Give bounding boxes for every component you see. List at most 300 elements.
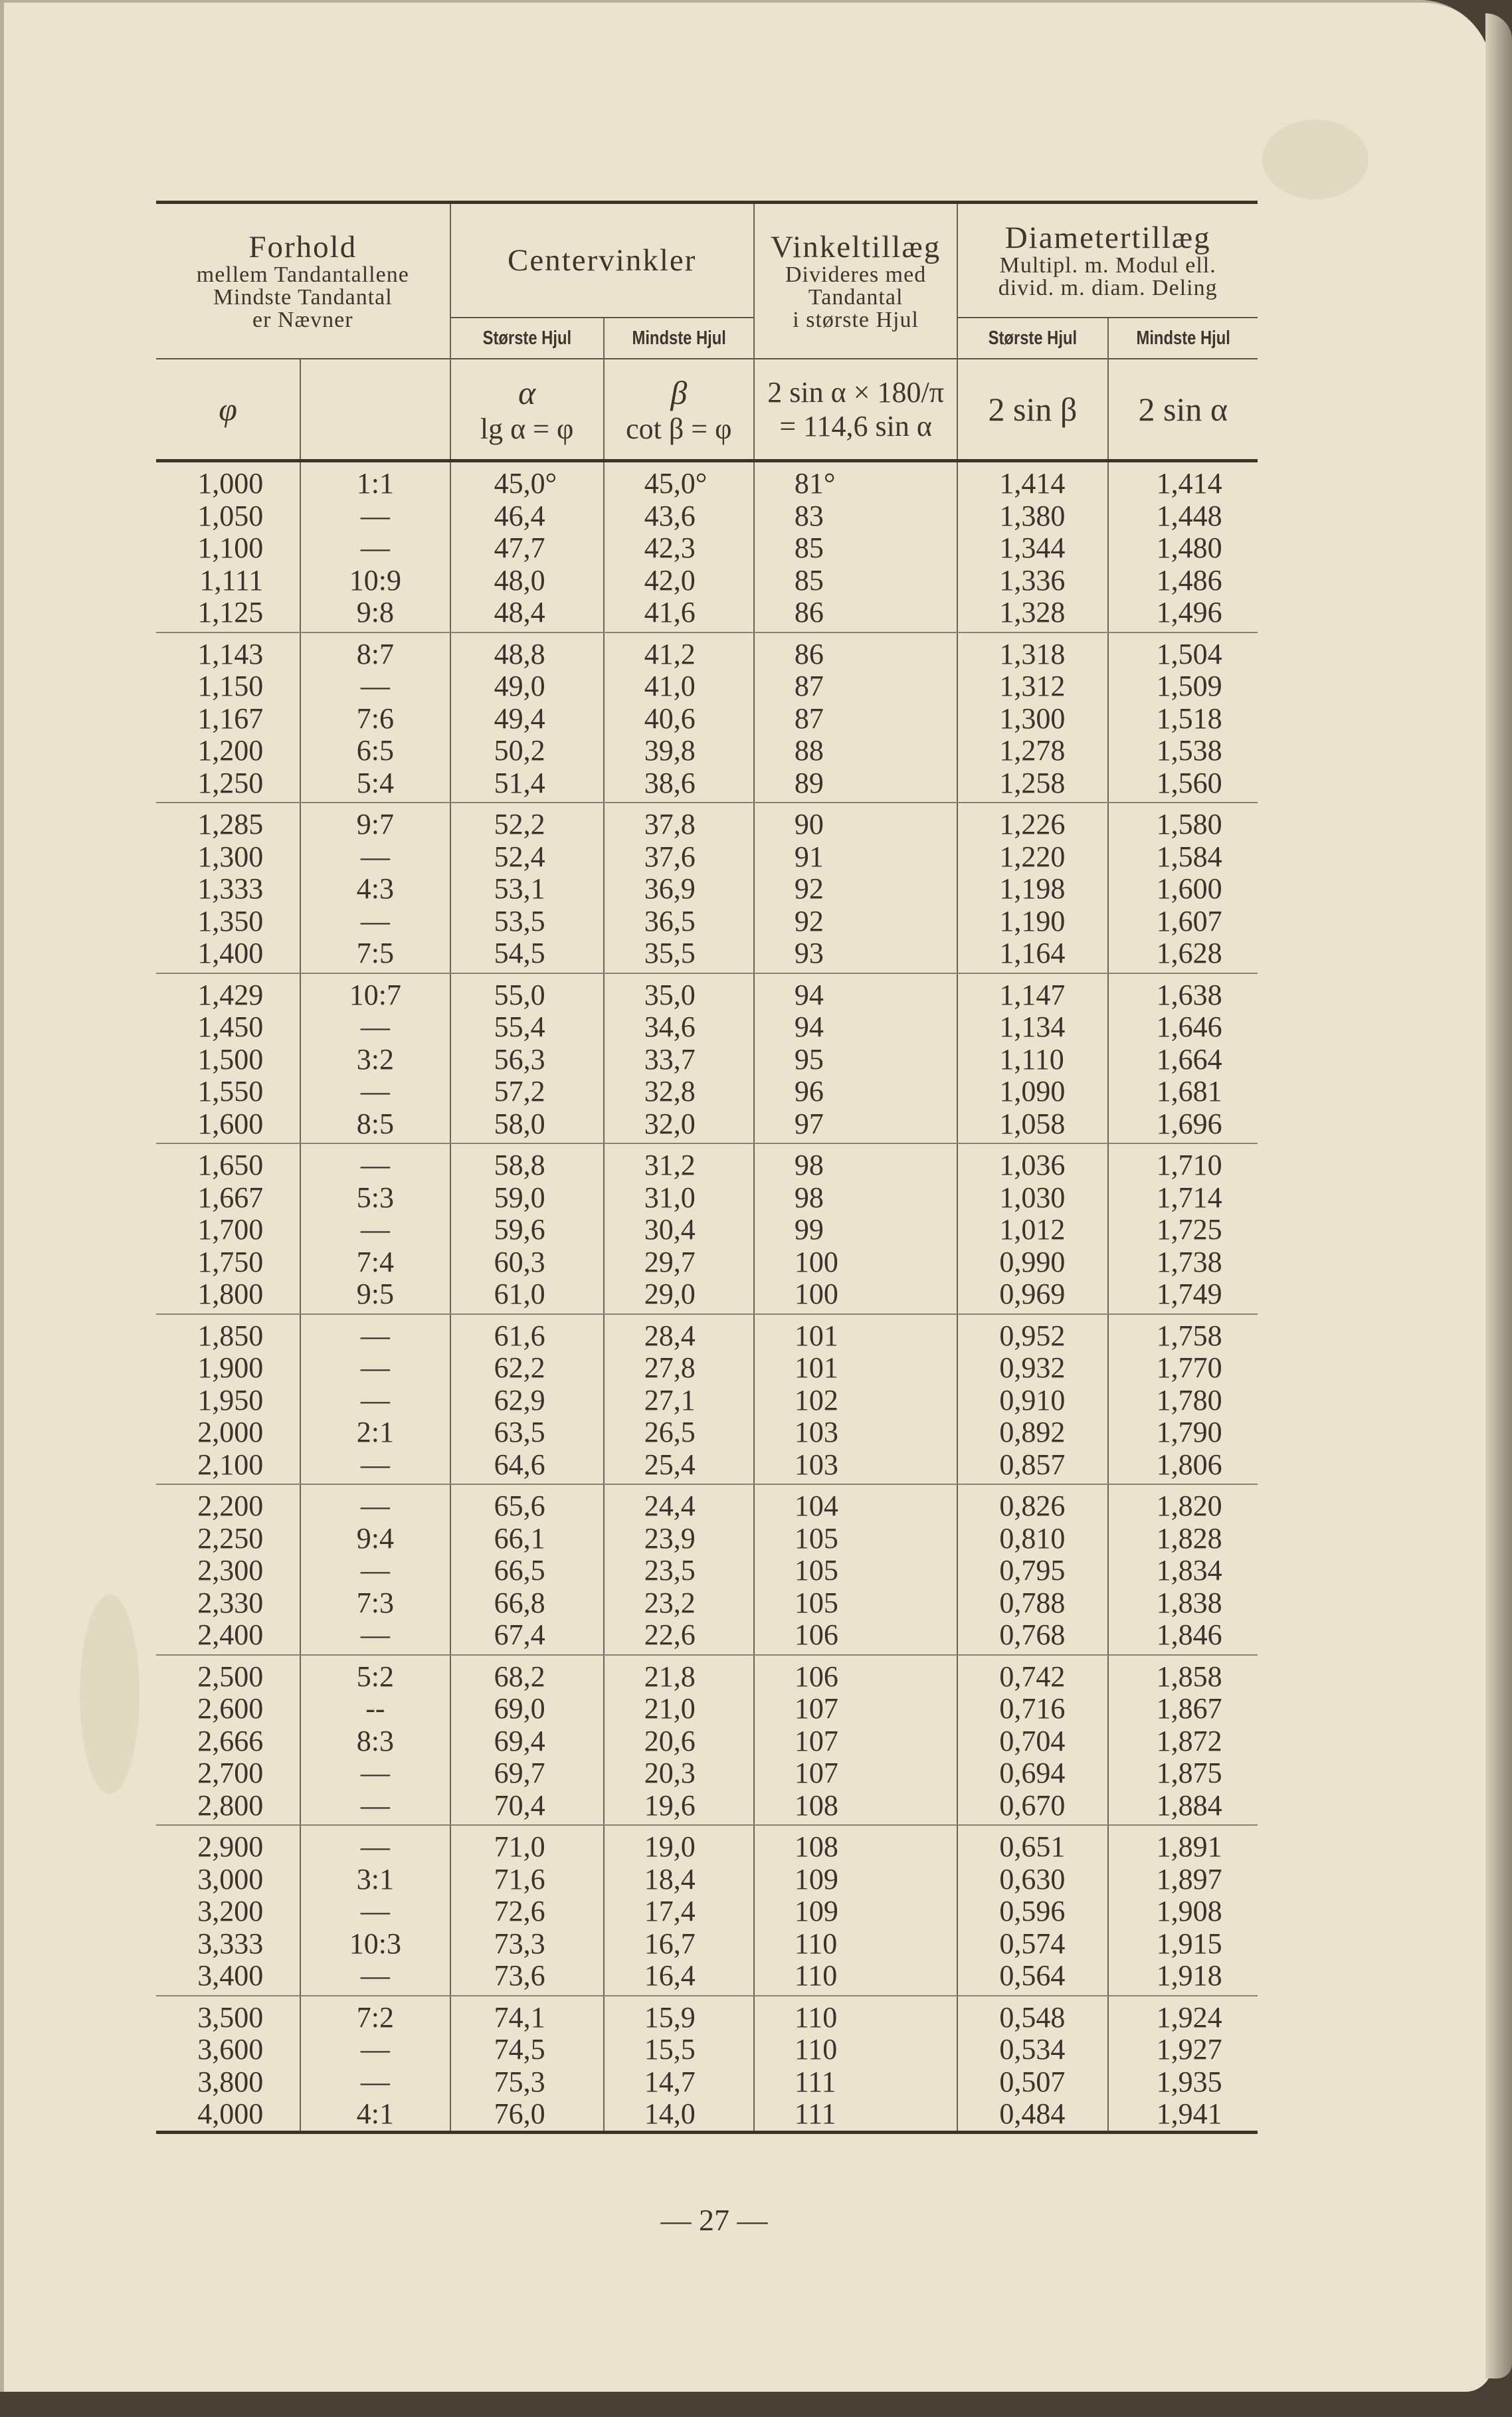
diam-stoerste-cell: 0,670 <box>957 1790 1107 1826</box>
table-row <box>156 973 1258 1012</box>
phi-cell: 1,850 <box>197 1319 264 1352</box>
phi-cell: 1,000 <box>197 467 264 500</box>
diam-mindste-cell: 1,509 <box>1108 670 1258 703</box>
alpha-cell: 47,7 <box>450 532 604 565</box>
diam-stoerste-cell: 1,198 <box>957 873 1107 906</box>
ratio-cell: — <box>300 906 450 938</box>
diam-mindste-cell: 1,580 <box>1108 803 1258 841</box>
phi-cell: 1,650 <box>197 1149 264 1181</box>
beta-cell: 19,0 <box>604 1825 754 1864</box>
diam-stoerste-cell: 1,258 <box>957 767 1107 803</box>
phi-cell: 2,300 <box>197 1554 264 1587</box>
diam-mindste-cell: 1,696 <box>1108 1108 1258 1144</box>
diam-mindste-cell: 1,504 <box>1108 632 1258 671</box>
vinkeltillaeg-cell: 101 <box>754 1314 957 1353</box>
table-row <box>156 1011 1258 1044</box>
ratio-cell: 9:8 <box>300 597 450 632</box>
beta-cell: 35,0 <box>604 973 754 1012</box>
diam-stoerste-cell: 1,090 <box>957 1076 1107 1108</box>
ratio-cell: 2:1 <box>300 1416 450 1449</box>
vinkeltillaeg-cell: 93 <box>754 937 957 973</box>
vinkeltillaeg-cell: 85 <box>754 532 957 565</box>
forhold-title: Forhold <box>248 230 357 264</box>
alpha-cell: 48,8 <box>450 632 604 671</box>
table-row <box>156 670 1258 703</box>
beta-cell: 16,7 <box>604 1928 754 1961</box>
alpha-cell: 58,0 <box>450 1108 604 1144</box>
ratio-cell: 1:1 <box>300 461 450 500</box>
table-row <box>156 1449 1258 1485</box>
table-row <box>156 703 1258 735</box>
table-row <box>156 532 1258 565</box>
ratio-cell: — <box>300 670 450 703</box>
beta-cell: 15,5 <box>604 2034 754 2066</box>
alpha-cell: 74,1 <box>450 1996 604 2034</box>
diam-stoerste-cell: 0,910 <box>957 1385 1107 1417</box>
diam-stoerste-cell: 1,328 <box>957 597 1107 632</box>
diam-formula-stoerste: 2 sin β <box>957 359 1107 461</box>
table-row <box>156 1693 1258 1725</box>
alpha-cell: 50,2 <box>450 735 604 767</box>
beta-cell: 29,7 <box>604 1246 754 1279</box>
diam-mindste-cell: 1,828 <box>1108 1523 1258 1555</box>
beta-cell: 16,4 <box>604 1960 754 1996</box>
alpha-cell: 57,2 <box>450 1076 604 1108</box>
phi-cell: 1,800 <box>156 1278 300 1314</box>
beta-cell: 23,9 <box>604 1523 754 1555</box>
diam-stoerste-cell: 1,164 <box>957 937 1107 973</box>
center-mindste-label: Mindste Hjul <box>604 318 754 359</box>
alpha-cell: 61,6 <box>450 1314 604 1353</box>
beta-cell: 27,1 <box>604 1385 754 1417</box>
diam-mindste-cell: 1,838 <box>1108 1587 1258 1620</box>
beta-cell: 43,6 <box>604 500 754 533</box>
beta-cell: 35,5 <box>604 937 754 973</box>
alpha-symbol: α <box>518 373 536 411</box>
ratio-cell: 9:4 <box>300 1523 450 1555</box>
diam-stoerste-cell: 0,892 <box>957 1416 1107 1449</box>
vinkel-formula-line2: = 114,6 sin α <box>779 410 932 442</box>
table-row <box>156 500 1258 533</box>
alpha-cell: 66,1 <box>450 1523 604 1555</box>
table-row <box>156 735 1258 767</box>
diam-stoerste-cell: 0,484 <box>957 2098 1107 2132</box>
diam-stoerste-label: Største Hjul <box>957 318 1107 359</box>
phi-cell: 1,250 <box>156 767 300 803</box>
diam-stoerste-cell: 0,574 <box>957 1928 1107 1961</box>
beta-cell: 31,2 <box>604 1143 754 1182</box>
ratio-cell: 9:7 <box>300 803 450 841</box>
header-centervinkler <box>450 203 754 318</box>
vinkeltillaeg-cell: 103 <box>754 1416 957 1449</box>
ratio-cell: — <box>300 1895 450 1928</box>
beta-cell: 40,6 <box>604 703 754 735</box>
diam-stoerste-cell: 1,030 <box>957 1182 1107 1214</box>
ratio-cell: — <box>300 1825 450 1864</box>
alpha-cell: 65,6 <box>450 1484 604 1523</box>
table-row <box>156 841 1258 874</box>
beta-cell: 21,8 <box>604 1655 754 1693</box>
table-row <box>156 1108 1258 1144</box>
ratio-cell: 8:7 <box>300 632 450 671</box>
phi-cell: 3,800 <box>197 2065 264 2098</box>
diam-stoerste-cell: 1,312 <box>957 670 1107 703</box>
ratio-cell: 8:3 <box>300 1725 450 1758</box>
beta-cell: 32,0 <box>604 1108 754 1144</box>
alpha-cell: 73,6 <box>450 1960 604 1996</box>
vinkel-formula-line1: 2 sin α × 180/π <box>767 376 944 409</box>
phi-cell: 1,550 <box>197 1075 264 1108</box>
ratio-cell: — <box>300 1352 450 1385</box>
phi-cell: 1,143 <box>197 637 264 670</box>
ratio-cell: 5:3 <box>300 1182 450 1214</box>
ratio-cell: 4:3 <box>300 873 450 906</box>
diam-stoerste-cell: 1,147 <box>957 973 1107 1012</box>
alpha-cell: 48,0 <box>450 565 604 597</box>
diam-stoerste-cell: 0,788 <box>957 1587 1107 1620</box>
beta-cell: 32,8 <box>604 1076 754 1108</box>
vinkeltillaeg-cell: 104 <box>754 1484 957 1523</box>
diam-stoerste-cell: 1,318 <box>957 632 1107 671</box>
table-row <box>156 1928 1258 1961</box>
beta-cell: 22,6 <box>604 1619 754 1655</box>
alpha-cell: 45,0° <box>450 461 604 500</box>
vinkeltillaeg-cell: 105 <box>754 1523 957 1555</box>
vinkeltillaeg-cell: 111 <box>754 2066 957 2099</box>
ratio-cell: 7:2 <box>300 1996 450 2034</box>
ratio-cell: 5:2 <box>300 1655 450 1693</box>
diam-mindste-cell: 1,448 <box>1108 500 1258 533</box>
diam-stoerste-cell: 0,826 <box>957 1484 1107 1523</box>
vinkel-sub3: i største Hjul <box>793 308 919 332</box>
beta-formula: cot β = φ <box>626 412 732 445</box>
phi-cell: 1,100 <box>197 532 264 564</box>
vinkeltillaeg-cell: 111 <box>754 2098 957 2132</box>
table-row <box>156 937 1258 973</box>
alpha-cell: 51,4 <box>450 767 604 803</box>
alpha-cell: 55,0 <box>450 973 604 1012</box>
phi-cell: 1,300 <box>197 840 264 873</box>
diam-mindste-cell: 1,486 <box>1108 565 1258 597</box>
diam-stoerste-cell: 0,990 <box>957 1246 1107 1279</box>
beta-cell: 41,0 <box>604 670 754 703</box>
diam-mindste-cell: 1,908 <box>1108 1895 1258 1928</box>
phi-cell: 3,600 <box>197 2033 264 2066</box>
vinkeltillaeg-cell: 109 <box>754 1895 957 1928</box>
vinkeltillaeg-cell: 110 <box>754 1960 957 1996</box>
alpha-cell: 52,2 <box>450 803 604 841</box>
alpha-cell: 69,4 <box>450 1725 604 1758</box>
page-number: — 27 — <box>660 2203 768 2237</box>
beta-cell: 21,0 <box>604 1693 754 1725</box>
table-row <box>156 1182 1258 1214</box>
diam-mindste-cell: 1,806 <box>1108 1449 1258 1485</box>
alpha-cell: 63,5 <box>450 1416 604 1449</box>
diam-mindste-cell: 1,875 <box>1108 1757 1258 1790</box>
ratio-cell: — <box>300 1143 450 1182</box>
vinkeltillaeg-cell: 103 <box>754 1449 957 1485</box>
diam-mindste-cell: 1,638 <box>1108 973 1258 1012</box>
diam-mindste-cell: 1,770 <box>1108 1352 1258 1385</box>
ratio-cell: 4:1 <box>300 2098 450 2132</box>
alpha-cell: 72,6 <box>450 1895 604 1928</box>
phi-cell: 3,200 <box>197 1895 264 1927</box>
table-row <box>156 1076 1258 1108</box>
phi-cell: 3,400 <box>156 1960 300 1996</box>
diam-mindste-cell: 1,518 <box>1108 703 1258 735</box>
alpha-cell: 60,3 <box>450 1246 604 1279</box>
phi-cell: 1,111 <box>199 563 264 597</box>
phi-cell: 1,950 <box>197 1383 264 1416</box>
beta-cell: 17,4 <box>604 1895 754 1928</box>
table-row <box>156 2066 1258 2099</box>
alpha-cell: 69,0 <box>450 1693 604 1725</box>
vinkeltillaeg-cell: 98 <box>754 1143 957 1182</box>
ratio-cell: — <box>300 1555 450 1587</box>
beta-cell: 28,4 <box>604 1314 754 1353</box>
phi-cell: 1,500 <box>197 1042 264 1076</box>
ratio-cell: 7:5 <box>300 937 450 973</box>
beta-cell: 25,4 <box>604 1449 754 1485</box>
alpha-cell: 52,4 <box>450 841 604 874</box>
diam-mindste-cell: 1,891 <box>1108 1825 1258 1864</box>
diam-stoerste-cell: 0,810 <box>957 1523 1107 1555</box>
table-row <box>156 1960 1258 1996</box>
beta-cell: 36,5 <box>604 906 754 938</box>
diam-title: Diametertillæg <box>1004 221 1211 255</box>
beta-cell: 37,8 <box>604 803 754 841</box>
paper-stain <box>1262 120 1369 199</box>
diam-mindste-cell: 1,872 <box>1108 1725 1258 1758</box>
phi-cell: 2,600 <box>197 1692 264 1725</box>
table-row <box>156 1278 1258 1314</box>
diam-mindste-cell: 1,897 <box>1108 1864 1258 1896</box>
diam-mindste-cell: 1,714 <box>1108 1182 1258 1214</box>
beta-cell: 30,4 <box>604 1214 754 1246</box>
phi-cell: 2,666 <box>197 1724 264 1757</box>
vinkeltillaeg-cell: 97 <box>754 1108 957 1144</box>
vinkeltillaeg-cell: 107 <box>754 1693 957 1725</box>
table-row <box>156 1385 1258 1417</box>
table-row <box>156 1214 1258 1246</box>
vinkeltillaeg-cell: 105 <box>754 1587 957 1620</box>
table-row <box>156 767 1258 803</box>
ratio-cell: — <box>300 1619 450 1655</box>
diam-mindste-cell: 1,884 <box>1108 1790 1258 1826</box>
diam-stoerste-cell: 1,336 <box>957 565 1107 597</box>
table-row <box>156 2034 1258 2066</box>
vinkeltillaeg-cell: 110 <box>754 1996 957 2034</box>
beta-cell: 20,3 <box>604 1757 754 1790</box>
table-row <box>156 1757 1258 1790</box>
paper-stain <box>80 1595 140 1794</box>
diam-stoerste-cell: 1,220 <box>957 841 1107 874</box>
beta-cell: 41,6 <box>604 597 754 632</box>
vinkeltillaeg-cell: 94 <box>754 1011 957 1044</box>
phi-cell: 1,050 <box>197 499 264 532</box>
table-row <box>156 1314 1258 1353</box>
table-row <box>156 1246 1258 1279</box>
phi-cell: 2,200 <box>197 1490 264 1522</box>
beta-cell: 31,0 <box>604 1182 754 1214</box>
vinkeltillaeg-cell: 106 <box>754 1619 957 1655</box>
forhold-sub2: Mindste Tandantal <box>213 285 393 310</box>
beta-cell: 38,6 <box>604 767 754 803</box>
vinkel-title: Vinkeltillæg <box>771 230 941 264</box>
phi-cell: 2,700 <box>197 1757 264 1789</box>
diam-stoerste-cell: 0,630 <box>957 1864 1107 1896</box>
diam-stoerste-cell: 1,110 <box>957 1044 1107 1076</box>
diam-mindste-cell: 1,496 <box>1108 597 1258 632</box>
beta-cell: 29,0 <box>604 1278 754 1314</box>
diam-mindste-cell: 1,414 <box>1108 461 1258 500</box>
diam-mindste-cell: 1,834 <box>1108 1555 1258 1587</box>
ratio-cell: — <box>300 1214 450 1246</box>
diam-stoerste-cell: 1,300 <box>957 703 1107 735</box>
diam-mindste-cell: 1,710 <box>1108 1143 1258 1182</box>
alpha-cell: 54,5 <box>450 937 604 973</box>
vinkel-sub2: Tandantal <box>808 285 903 310</box>
diam-mindste-cell: 1,820 <box>1108 1484 1258 1523</box>
beta-cell: 19,6 <box>604 1790 754 1826</box>
phi-cell: 1,667 <box>197 1181 264 1214</box>
phi-cell: 2,400 <box>156 1619 300 1655</box>
vinkeltillaeg-cell: 95 <box>754 1044 957 1076</box>
diam-mindste-cell: 1,758 <box>1108 1314 1258 1353</box>
phi-cell: 1,700 <box>197 1213 264 1246</box>
diam-stoerste-cell: 1,414 <box>957 461 1107 500</box>
ratio-cell: — <box>300 1449 450 1485</box>
table-row <box>156 906 1258 938</box>
alpha-cell: 71,6 <box>450 1864 604 1896</box>
phi-cell: 3,500 <box>197 2000 264 2034</box>
table-row <box>156 565 1258 597</box>
table-row <box>156 1143 1258 1182</box>
beta-cell: 36,9 <box>604 873 754 906</box>
table-row <box>156 1725 1258 1758</box>
table-row <box>156 1352 1258 1385</box>
diam-stoerste-cell: 0,534 <box>957 2034 1107 2066</box>
alpha-cell: 74,5 <box>450 2034 604 2066</box>
header-vinkeltillaeg <box>754 203 957 359</box>
diam-stoerste-cell: 0,596 <box>957 1895 1107 1928</box>
diam-stoerste-cell: 0,795 <box>957 1555 1107 1587</box>
diam-mindste-cell: 1,915 <box>1108 1928 1258 1961</box>
phi-cell: 4,000 <box>156 2098 300 2132</box>
ratio-cell: 7:3 <box>300 1587 450 1620</box>
vinkeltillaeg-cell: 107 <box>754 1725 957 1758</box>
ratio-cell: 9:5 <box>300 1278 450 1314</box>
phi-cell: 1,125 <box>156 597 300 632</box>
beta-cell: 20,6 <box>604 1725 754 1758</box>
beta-cell: 41,2 <box>604 632 754 671</box>
table-row <box>156 597 1258 632</box>
diam-mindste-cell: 1,560 <box>1108 767 1258 803</box>
alpha-cell: 64,6 <box>450 1449 604 1485</box>
vinkel-formula-header <box>754 359 957 461</box>
alpha-cell: 61,0 <box>450 1278 604 1314</box>
beta-cell: 45,0° <box>604 461 754 500</box>
diam-mindste-cell: 1,664 <box>1108 1044 1258 1076</box>
diam-stoerste-cell: 1,134 <box>957 1011 1107 1044</box>
alpha-cell: 69,7 <box>450 1757 604 1790</box>
diam-mindste-cell: 1,738 <box>1108 1246 1258 1279</box>
alpha-cell: 67,4 <box>450 1619 604 1655</box>
diam-mindste-cell: 1,867 <box>1108 1693 1258 1725</box>
table-row <box>156 1044 1258 1076</box>
diam-mindste-cell: 1,858 <box>1108 1655 1258 1693</box>
alpha-cell: 71,0 <box>450 1825 604 1864</box>
table-row <box>156 1790 1258 1826</box>
diam-mindste-cell: 1,538 <box>1108 735 1258 767</box>
alpha-cell: 62,9 <box>450 1385 604 1417</box>
alpha-cell: 70,4 <box>450 1790 604 1826</box>
beta-cell: 23,5 <box>604 1555 754 1587</box>
alpha-cell: 59,6 <box>450 1214 604 1246</box>
ratio-cell: 6:5 <box>300 735 450 767</box>
phi-cell: 1,167 <box>197 702 264 735</box>
beta-symbol: β <box>670 373 688 411</box>
vinkeltillaeg-cell: 92 <box>754 873 957 906</box>
diam-mindste-cell: 1,628 <box>1108 937 1258 973</box>
table-row <box>156 1523 1258 1555</box>
forhold-sub3: er Nævner <box>252 308 353 332</box>
diam-stoerste-cell: 0,507 <box>957 2066 1107 2099</box>
diam-mindste-cell: 1,749 <box>1108 1278 1258 1314</box>
phi-cell: 1,200 <box>197 734 264 767</box>
table-row <box>156 1655 1258 1693</box>
phi-cell: 1,600 <box>156 1108 300 1144</box>
ratio-cell: — <box>300 2034 450 2066</box>
vinkel-sub1: Divideres med <box>785 262 927 287</box>
diam-stoerste-cell: 0,932 <box>957 1352 1107 1385</box>
ratio-cell: — <box>300 2066 450 2099</box>
phi-cell: 1,900 <box>197 1351 264 1384</box>
alpha-cell: 73,3 <box>450 1928 604 1961</box>
ratio-cell: — <box>300 1385 450 1417</box>
phi-cell: 1,750 <box>197 1245 264 1278</box>
vinkeltillaeg-cell: 94 <box>754 973 957 1012</box>
diam-stoerste-cell: 0,742 <box>957 1655 1107 1693</box>
ratio-cell: 10:9 <box>300 565 450 597</box>
header-forhold <box>156 203 450 359</box>
diam-stoerste-cell: 0,768 <box>957 1619 1107 1655</box>
alpha-cell: 75,3 <box>450 2066 604 2099</box>
vinkeltillaeg-cell: 110 <box>754 2034 957 2066</box>
alpha-cell: 46,4 <box>450 500 604 533</box>
vinkeltillaeg-cell: 88 <box>754 735 957 767</box>
alpha-cell: 55,4 <box>450 1011 604 1044</box>
gear-table <box>156 201 1258 2134</box>
alpha-cell: 62,2 <box>450 1352 604 1385</box>
phi-cell: 1,285 <box>197 808 264 840</box>
table-row <box>156 873 1258 906</box>
diam-mindste-cell: 1,600 <box>1108 873 1258 906</box>
phi-cell: 3,000 <box>197 1862 264 1895</box>
diam-mindste-cell: 1,780 <box>1108 1385 1258 1417</box>
table-row <box>156 1619 1258 1655</box>
vinkeltillaeg-cell: 87 <box>754 703 957 735</box>
diam-stoerste-cell: 1,380 <box>957 500 1107 533</box>
diam-mindste-cell: 1,941 <box>1108 2098 1258 2132</box>
ratio-cell: — <box>300 1757 450 1790</box>
phi-cell: 1,450 <box>197 1011 264 1043</box>
diam-formula-mindste: 2 sin α <box>1108 359 1258 461</box>
vinkeltillaeg-cell: 92 <box>754 906 957 938</box>
diam-mindste-cell: 1,846 <box>1108 1619 1258 1655</box>
phi-cell: 2,500 <box>197 1660 264 1693</box>
diam-mindste-cell: 1,918 <box>1108 1960 1258 1996</box>
